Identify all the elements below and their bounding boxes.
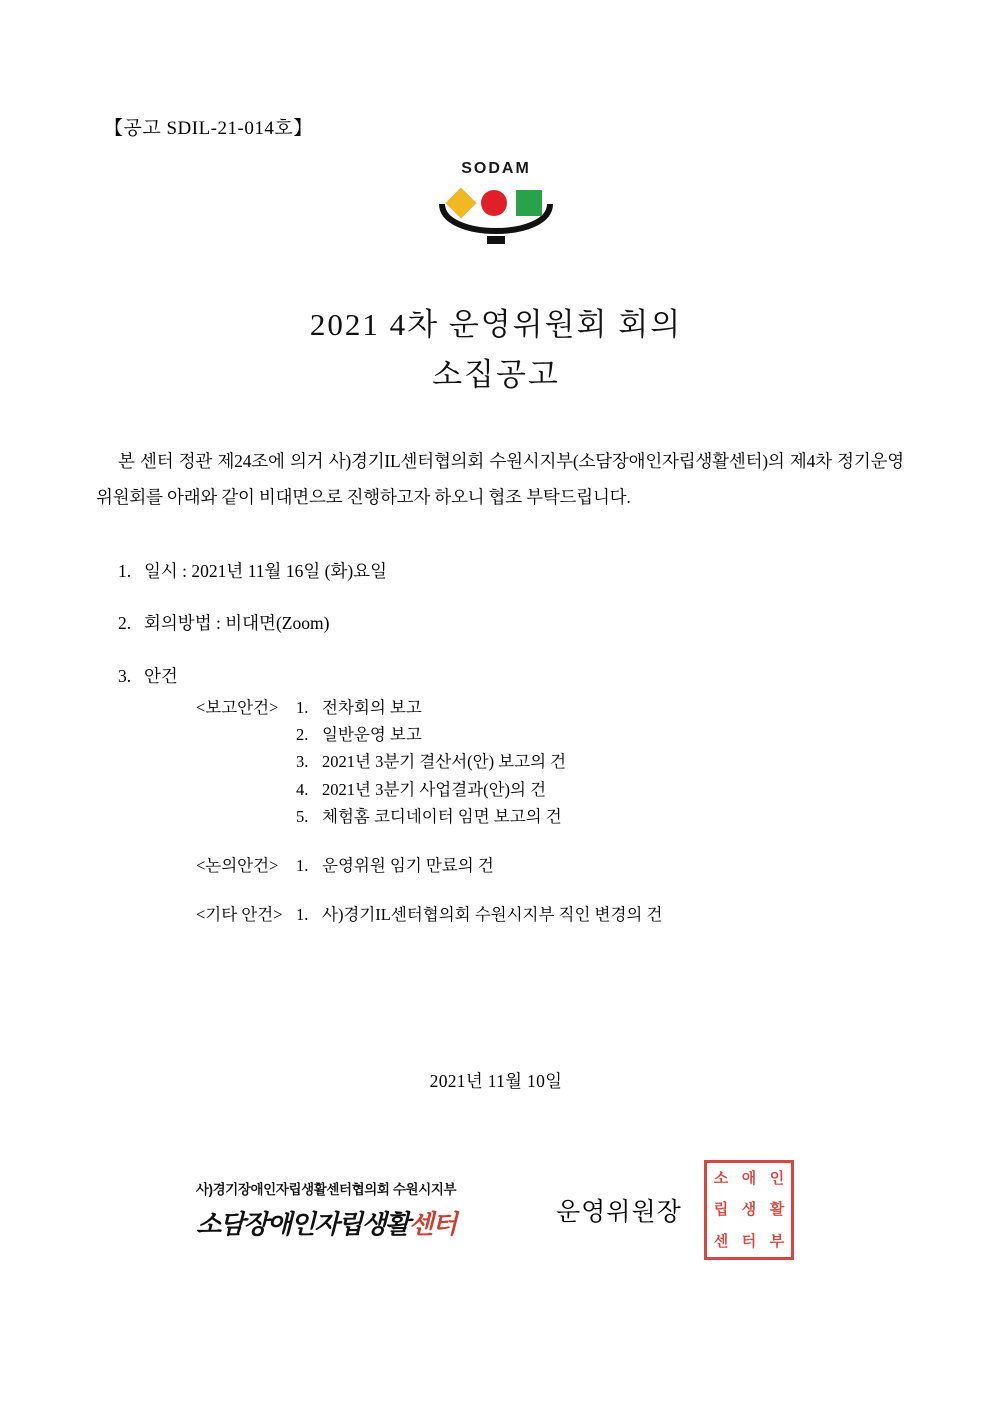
seal-char: 립 bbox=[713, 1201, 729, 1219]
agenda-group-label: <기타 안건> bbox=[196, 905, 283, 925]
agenda-item bbox=[296, 748, 916, 775]
numbered-list bbox=[118, 558, 918, 715]
list-item-number: 2. bbox=[118, 613, 132, 634]
agenda-item bbox=[296, 901, 916, 928]
agenda-item-number: 4. bbox=[296, 779, 309, 799]
seal-char: 인 bbox=[769, 1170, 785, 1188]
agenda-item bbox=[296, 803, 916, 830]
agenda-group-other bbox=[196, 901, 916, 928]
square-icon bbox=[516, 190, 542, 216]
list-item-label: 안건 bbox=[144, 665, 178, 686]
agenda-item-label: 전차회의 보고 bbox=[322, 698, 422, 717]
agenda-item bbox=[296, 694, 916, 721]
seal-char: 센 bbox=[713, 1232, 729, 1250]
list-item bbox=[118, 663, 918, 689]
organization-name-part3: 센터 bbox=[408, 1209, 456, 1239]
circle-icon bbox=[481, 190, 507, 216]
agenda-group-discussion bbox=[196, 852, 916, 879]
organization-name bbox=[176, 1204, 476, 1241]
list-item bbox=[118, 610, 918, 636]
agenda-item-number: 1. bbox=[296, 856, 309, 876]
organization-name-part2: 자립생활 bbox=[314, 1209, 409, 1239]
page-title bbox=[0, 300, 992, 399]
list-item-label: 회의방법 : 비대면(Zoom) bbox=[144, 613, 330, 634]
logo-shapes bbox=[450, 186, 542, 220]
organization-name-part1: 소담장애인 bbox=[196, 1209, 315, 1239]
diamond-icon bbox=[445, 187, 476, 218]
agenda-item-label: 사)경기IL센터협의회 수원시지부 직인 변경의 건 bbox=[322, 905, 663, 925]
agenda-item bbox=[296, 721, 916, 748]
agenda-group-label: <논의안건> bbox=[196, 856, 279, 876]
agenda-section bbox=[196, 694, 916, 951]
seal-char: 부 bbox=[769, 1232, 785, 1250]
list-item-label: 일시 : 2021년 11월 16일 (화)요일 bbox=[144, 561, 387, 581]
agenda-item bbox=[296, 852, 916, 879]
agenda-item-number: 5. bbox=[296, 806, 309, 826]
agenda-item-label: 2021년 3분기 결산서(안) 보고의 건 bbox=[322, 752, 567, 772]
organization-parent-name: 사)경기장애인자립생활센터협의회 수원시지부 bbox=[195, 1182, 457, 1197]
agenda-group-label: <보고안건> bbox=[196, 698, 279, 717]
title-line-2: 소집공고 bbox=[432, 356, 560, 392]
notice-id: 【공고 SDIL-21-014호】 bbox=[104, 118, 313, 139]
logo-text: SODAM bbox=[461, 160, 531, 177]
agenda-group-report bbox=[196, 694, 916, 830]
agenda-item-number: 2. bbox=[296, 725, 309, 745]
agenda-item-label: 체험홈 코디네이터 임면 보고의 건 bbox=[322, 806, 562, 826]
agenda-item-number: 1. bbox=[296, 905, 309, 925]
list-item bbox=[118, 558, 918, 584]
list-item-number: 1. bbox=[118, 561, 132, 581]
seal-char: 생 bbox=[741, 1201, 757, 1219]
agenda-item bbox=[296, 776, 916, 803]
title-line-1: 2021 4차 운영위원회 회의 bbox=[309, 307, 683, 342]
agenda-item-label: 2021년 3분기 사업결과(안)의 건 bbox=[322, 779, 547, 799]
issue-date: 2021년 11월 10일 bbox=[429, 1071, 563, 1091]
organization-mark bbox=[176, 1178, 476, 1241]
seal-char: 애 bbox=[741, 1170, 757, 1188]
signer-title: 운영위원장 bbox=[556, 1199, 682, 1226]
signature-block bbox=[0, 1160, 992, 1300]
seal-char: 소 bbox=[713, 1170, 729, 1188]
agenda-item-label: 운영위원 임기 만료의 건 bbox=[322, 856, 494, 876]
agenda-item-label: 일반운영 보고 bbox=[322, 725, 422, 745]
agenda-item-number: 1. bbox=[296, 698, 309, 717]
seal-char: 활 bbox=[769, 1201, 785, 1219]
list-item-number: 3. bbox=[118, 665, 132, 686]
official-seal-stamp bbox=[704, 1160, 794, 1260]
organization-logo bbox=[0, 160, 992, 260]
intro-paragraph: 본 센터 정관 제24조에 의거 사)경기IL센터협의회 수원시지부(소담장애인자립생활센터)의 제4차 정기운영위원회를 아래와 같이 비대면으로 진행하고자 하오니 협조 부탁드립니다. bbox=[96, 451, 904, 507]
agenda-item-number: 3. bbox=[296, 752, 309, 772]
seal-char: 터 bbox=[741, 1232, 757, 1250]
